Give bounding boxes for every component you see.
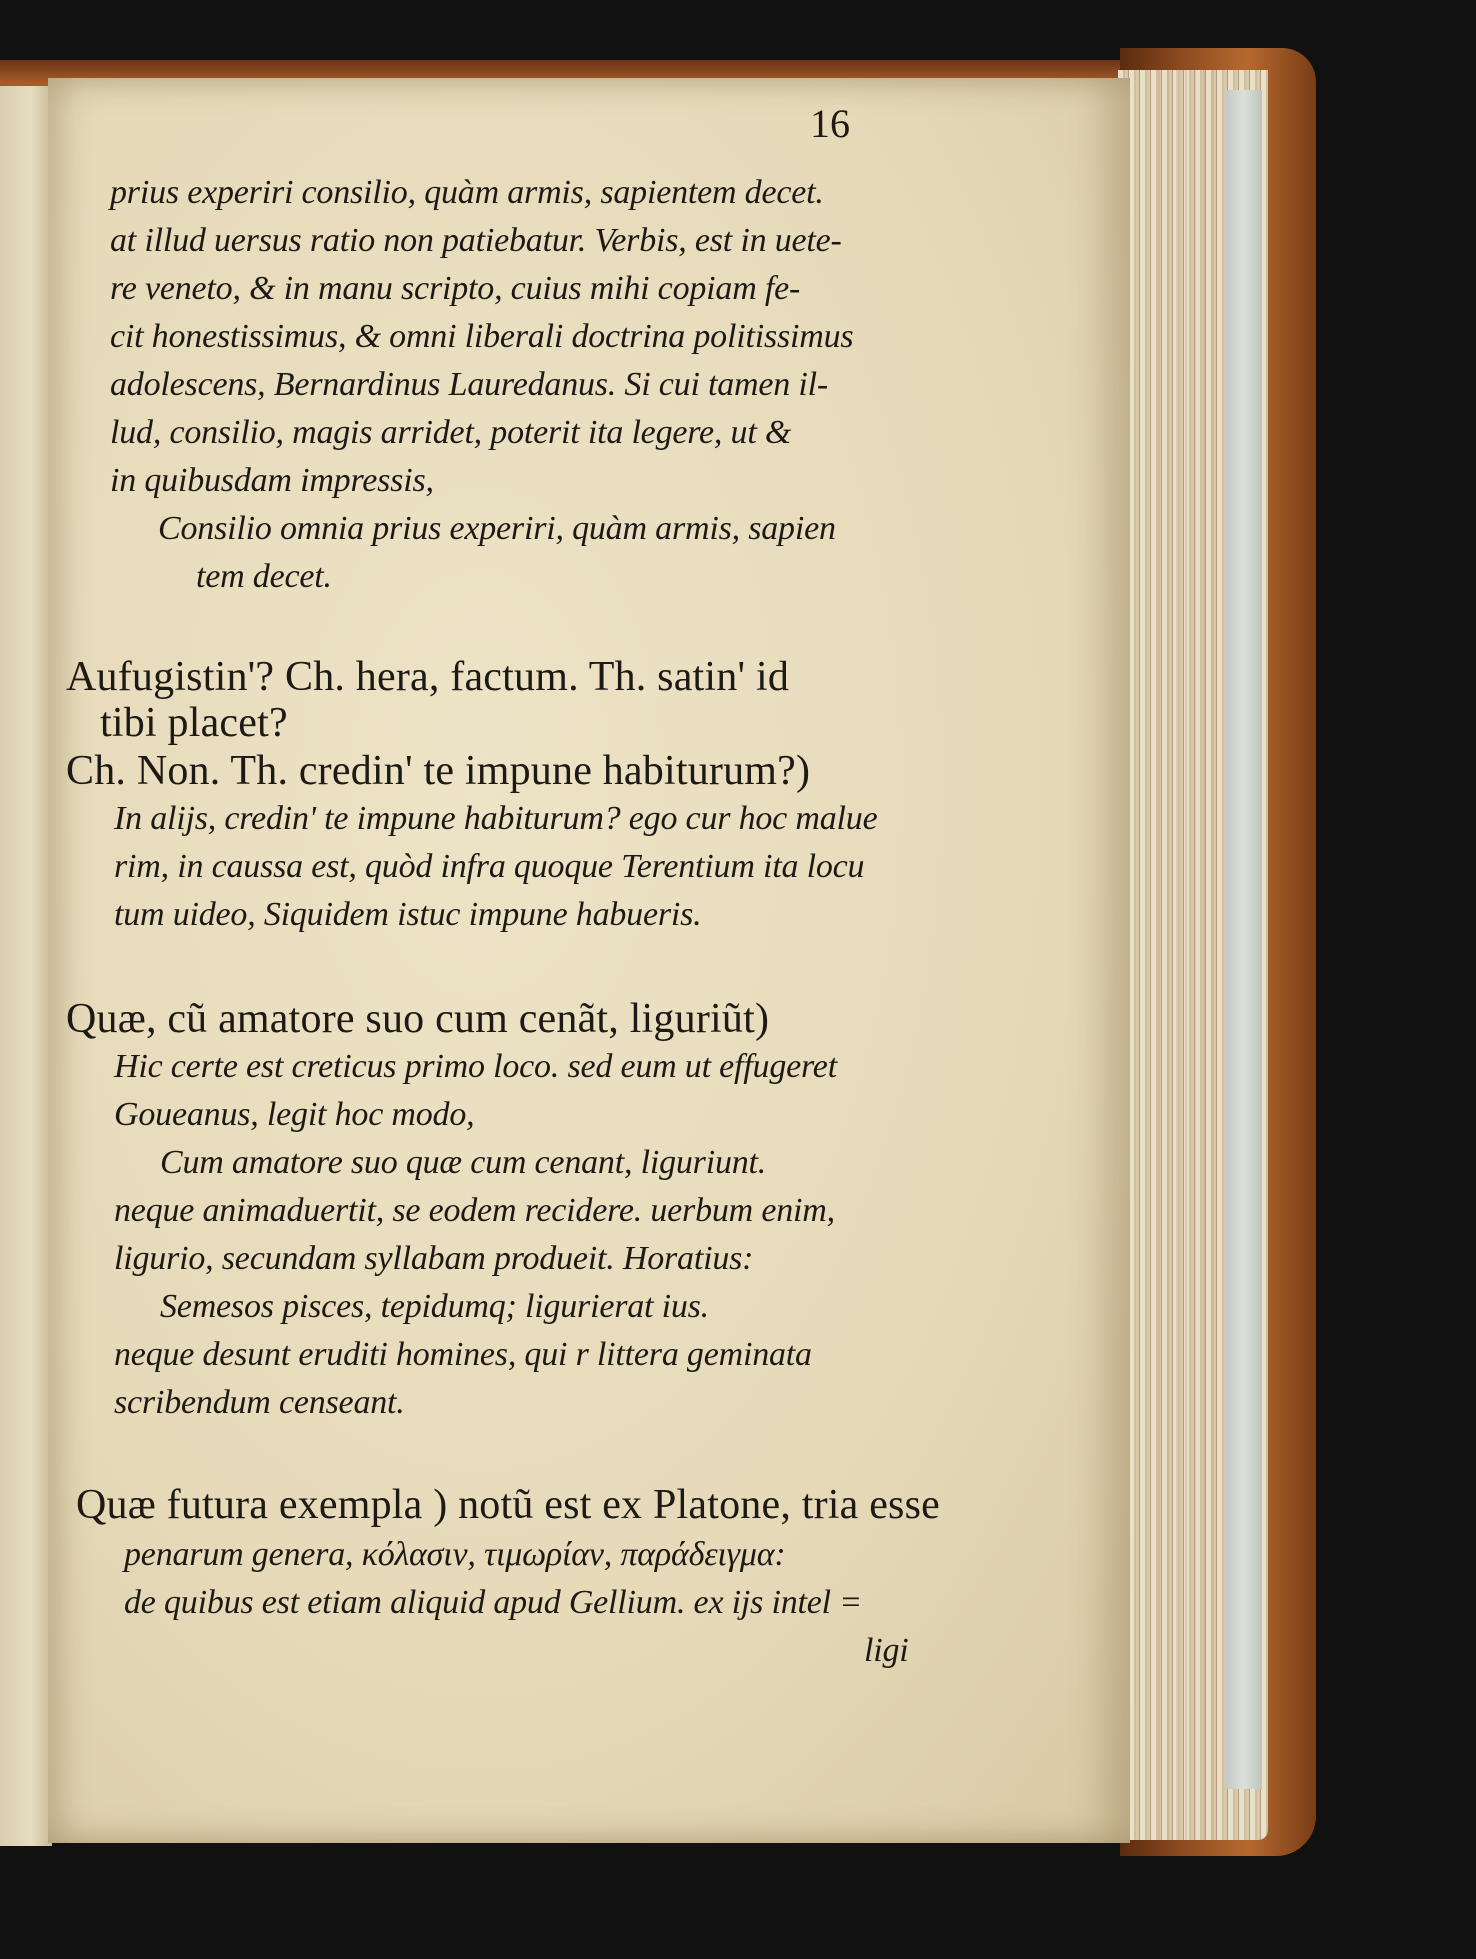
quote-line: tem decet. (196, 558, 332, 595)
facing-page-edge (0, 86, 52, 1846)
lemma-line: Aufugistin'? Ch. hera, factum. Th. satin' id (66, 654, 790, 700)
lemma-line: tibi placet? (100, 700, 288, 746)
text-line: re veneto, & in manu scripto, cuius mihi copiam fe- (110, 270, 801, 307)
text-line: rim, in caussa est, quòd infra quoque Terentium ita locu (114, 848, 865, 885)
text-line: neque animaduertit, se eodem recidere. uerbum enim, (114, 1192, 835, 1229)
quote-line: Cum amatore suo quæ cum cenant, liguriunt. (160, 1144, 767, 1181)
catchword: ligi (864, 1632, 909, 1669)
text-line: Goueanus, legit hoc modo, (114, 1096, 475, 1133)
text-line: Hic certe est creticus primo loco. sed eum ut effugeret (114, 1048, 837, 1085)
text-line: neque desunt eruditi homines, qui r littera geminata (114, 1336, 812, 1373)
text-line: lud, consilio, magis arridet, poterit ita legere, ut & (110, 414, 792, 451)
quote-line: Consilio omnia prius experiri, quàm armis, sapien (158, 510, 836, 547)
text-line: adolescens, Bernardinus Lauredanus. Si cui tamen il- (110, 366, 829, 403)
lemma-line: Ch. Non. Th. credin' te impune habiturum?) (66, 748, 811, 794)
text-line: In alijs, credin' te impune habiturum? ego cur hoc malue (114, 800, 878, 837)
text-line: in quibusdam impressis, (110, 462, 434, 499)
text-line: at illud uersus ratio non patiebatur. Verbis, est in uete- (110, 222, 842, 259)
page-text (48, 78, 1130, 1843)
quote-line: Semesos pisces, tepidumq; ligurierat ius. (160, 1288, 709, 1325)
page-edges-stack (1118, 70, 1268, 1840)
text-line: scribendum censeant. (114, 1384, 405, 1421)
text-line: tum uideo, Siquidem istuc impune habueris. (114, 896, 702, 933)
lemma-line: Quæ, cũ amatore suo cum cenãt, liguriũt) (66, 996, 770, 1042)
lemma-line: Quæ futura exempla ) notũ est ex Platone, tria esse (76, 1482, 940, 1528)
text-line: cit honestissimus, & omni liberali doctrina politissimus (110, 318, 854, 355)
text-line: prius experiri consilio, quàm armis, sapientem decet. (110, 174, 824, 211)
book-page (48, 78, 1130, 1843)
page-number: 16 (810, 101, 850, 146)
text-line: penarum genera, κόλασιν, τιμωρίαν, παράδειγμα: (124, 1536, 786, 1573)
text-line: ligurio, secundam syllabam produeit. Horatius: (114, 1240, 754, 1277)
text-line: de quibus est etiam aliquid apud Gellium. ex ijs intel = (124, 1584, 862, 1621)
